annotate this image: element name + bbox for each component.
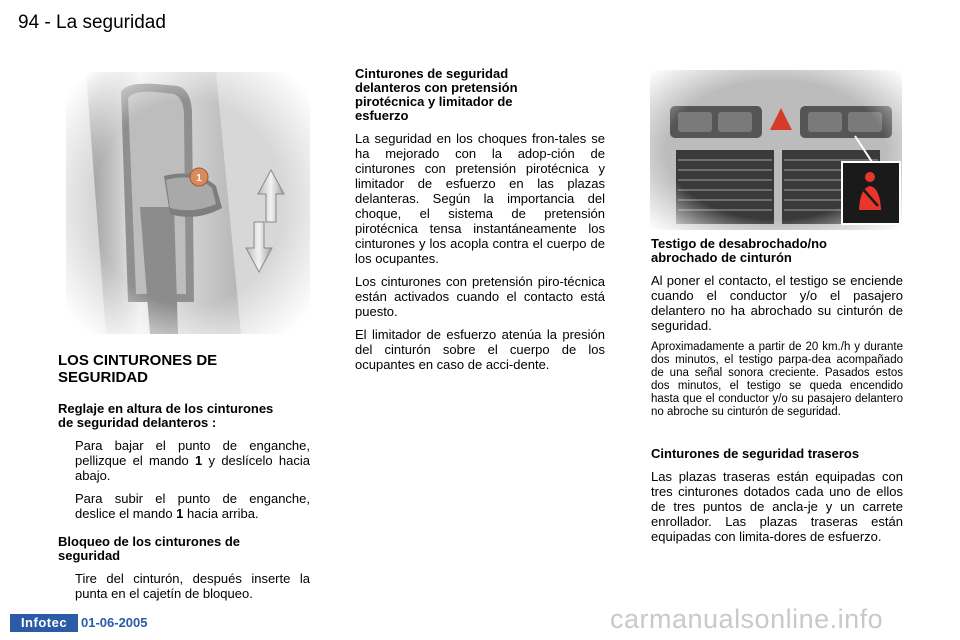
dashboard-figure bbox=[650, 70, 902, 230]
belt-adjuster-illustration bbox=[66, 72, 310, 334]
page-number: 94 bbox=[18, 12, 40, 33]
bullet-lower: Para bajar el punto de enganche, pellizque el mando 1 y deslícelo hacia abajo. bbox=[75, 438, 310, 483]
locking-title: Bloqueo de los cinturones de seguridad bbox=[58, 534, 241, 563]
height-adjust-title: Reglaje en altura de los cinturones de seguridad delanteros : bbox=[58, 401, 274, 430]
bullet-raise: Para subir el punto de enganche, deslice el mando 1 hacia arriba. bbox=[75, 491, 310, 521]
right-column bbox=[651, 237, 903, 552]
infotec-logo: Infotec bbox=[10, 614, 78, 632]
section-name: La seguridad bbox=[56, 12, 166, 33]
left-column bbox=[58, 352, 310, 609]
rear-belts-paragraph: Las plazas traseras están equipadas con tres cinturones dotados cada uno de ellos de tres puntos de ancla-je y un carrete enrollador. Las plazas traseras están equipadas con limita-dores de esfuerzo. bbox=[651, 469, 903, 544]
watermark: carmanualsonline.info bbox=[610, 604, 884, 634]
warning-lamp-title: Testigo de desabrochado/no abrochado de cinturón bbox=[651, 236, 828, 265]
warning-lamp-paragraph-1: Al poner el contacto, el testigo se enciende cuando el conductor y/o el pasajero delantero no ha abrochado su cinturón de seguridad. bbox=[651, 273, 903, 333]
pretensioner-paragraph-1: La seguridad en los choques fron-tales se ha mejorado con la adop-ción de cinturones con pretensión pirotécnica y limitador de esfuerzo en las plazas delanteras. Según la importancia del choque, el sistema de pretensión pirotécnica tensa instantáneamente los cinturones y los acopla contra el cuerpo de los ocupantes. bbox=[355, 131, 605, 266]
pretensioner-title: Cinturones de seguridad delanteros con pretensión pirotécnica y limitador de esfuerzo bbox=[355, 66, 518, 123]
main-title: LOS CINTURONES DE SEGURIDAD bbox=[58, 352, 218, 386]
belt-height-figure bbox=[66, 72, 310, 334]
footer-date: 01-06-2005 bbox=[81, 615, 148, 630]
middle-column bbox=[355, 67, 605, 380]
rear-belts-title: Cinturones de seguridad traseros bbox=[651, 446, 860, 461]
bullet-lock: Tire del cinturón, después inserte la punta en el cajetín de bloqueo. bbox=[75, 571, 310, 601]
warning-lamp-paragraph-2: Aproximadamente a partir de 20 km./h y durante dos minutos, el testigo parpa-dea acompañado de una señal sonora creciente. Pasados estos dos minutos, el testigo se queda encendido hasta que el conductor y/o su pasajero delantero no abroche su cinturón de seguridad. bbox=[651, 341, 903, 418]
header-separator: - bbox=[44, 12, 51, 33]
dashboard-illustration bbox=[650, 70, 902, 230]
page-header bbox=[18, 12, 166, 34]
pretensioner-paragraph-3: El limitador de esfuerzo atenúa la presión del cinturón sobre el cuerpo de los ocupantes en caso de acci-dente. bbox=[355, 327, 605, 372]
pretensioner-paragraph-2: Los cinturones con pretensión piro-técnica están activados cuando el contacto está puesto. bbox=[355, 274, 605, 319]
